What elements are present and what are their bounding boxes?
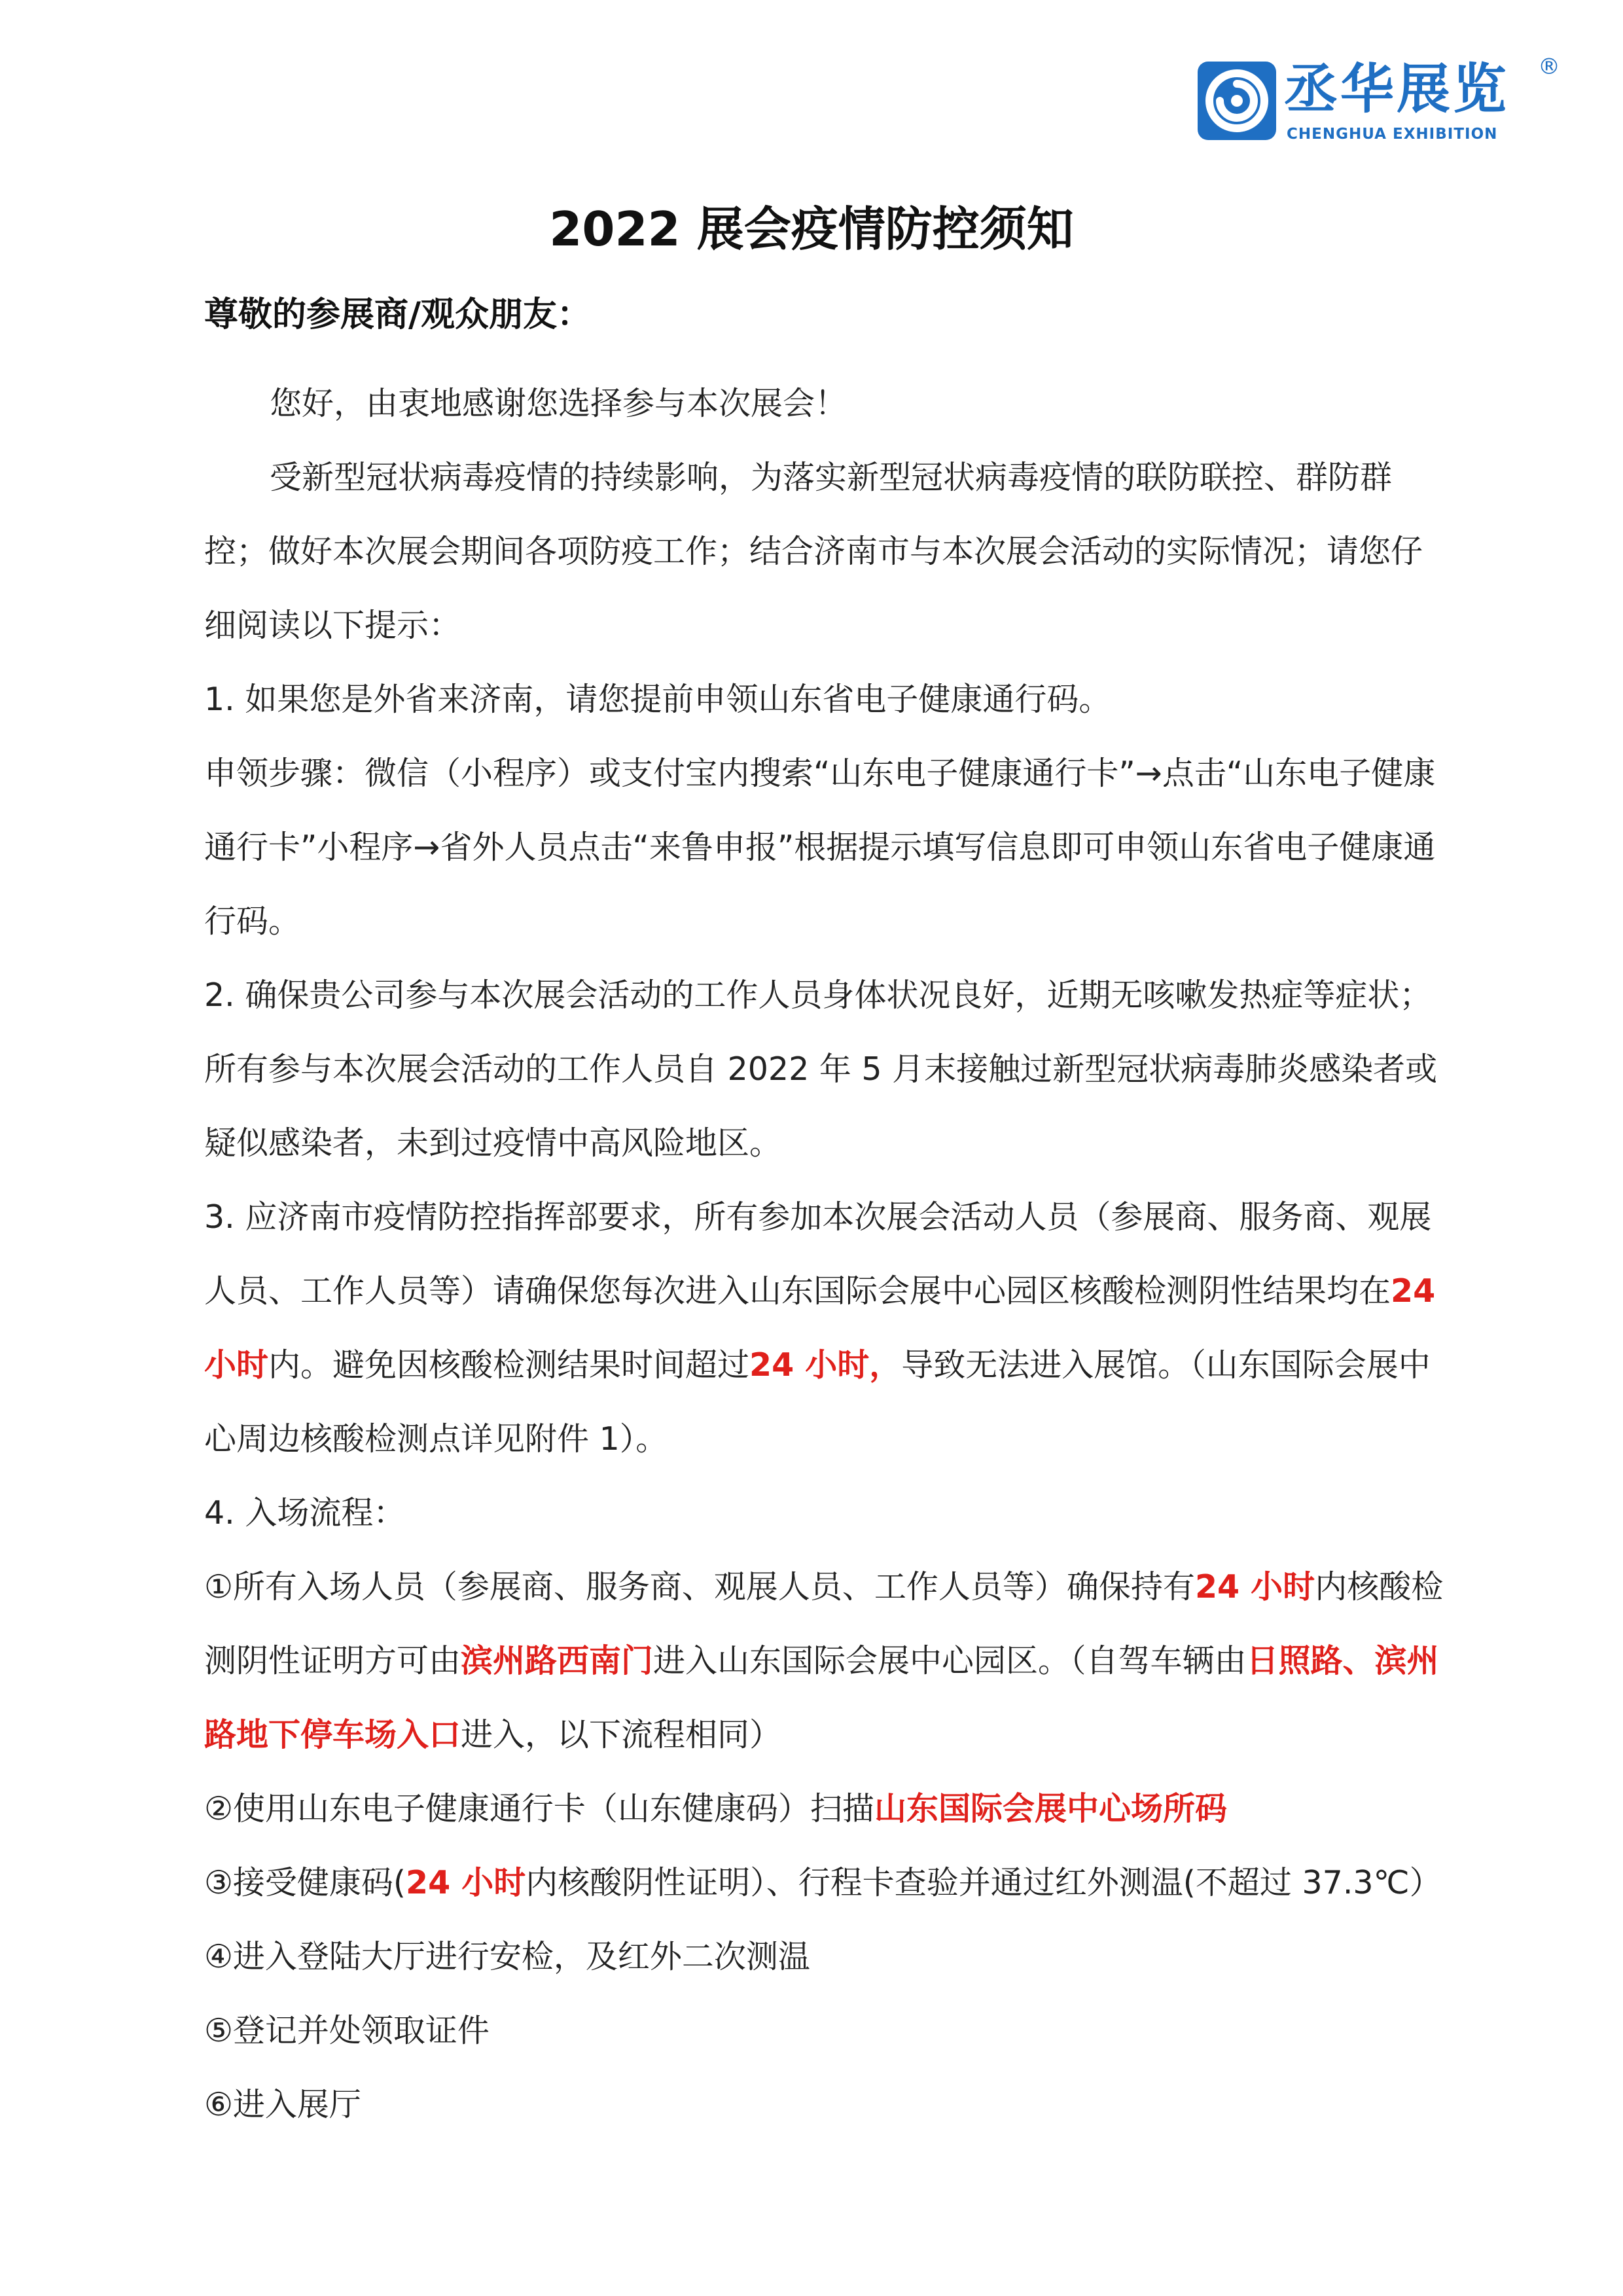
highlight-24h: 24 小时	[1194, 1568, 1315, 1605]
step-text: 内核酸阴性证明）、行程卡查验并通过红外测温(不超过 37.3℃）	[526, 1864, 1442, 1901]
item-1: 1. 如果您是外省来济南，请您提前申领山东省电子健康通行码。	[204, 681, 1111, 718]
item-2: 2. 确保贵公司参与本次展会活动的工作人员身体状况良好，近期无咳嗽发热症等症状；所有参与本次展会活动的工作人员自 2022 年 5 月末接触过新型冠状病毒肺炎感染者或疑似感染者，未到过疫情中高风险地区。	[204, 977, 1438, 1162]
step-text: 进入，以下流程相同）	[461, 1716, 782, 1753]
entry-step-1	[204, 1550, 1454, 1772]
highlight-parking-entrance: 日照路、滨州路地下停车场入口	[204, 1642, 1439, 1753]
intro-paragraph-1: 您好，由衷地感谢您选择参与本次展会！	[270, 385, 847, 422]
registered-mark: ®	[1538, 54, 1560, 80]
entry-step-5: ⑤登记并处领取证件	[204, 2012, 490, 2049]
highlight-24h: 24 小时	[406, 1864, 526, 1901]
highlight-24h: 24 小时，	[749, 1346, 902, 1384]
item-4-heading: 4. 入场流程：	[204, 1494, 406, 1532]
item-3-text: 导致无法进入展馆。（山东国际会展中心周边核酸检测点详见附件 1）。	[204, 1346, 1431, 1458]
item-1-steps: 申领步骤：微信（小程序）或支付宝内搜索“山东电子健康通行卡”→点击“山东电子健康通行卡”小程序→省外人员点击“来鲁申报”根据提示填写信息即可申领山东省电子健康通行码。	[204, 755, 1436, 940]
greeting: 尊敬的参展商/观众朋友：	[204, 295, 591, 334]
step-text: 内核酸检测阴性证明方可由	[204, 1568, 1444, 1679]
intro-paragraph-2: 受新型冠状病毒疫情的持续影响，为落实新型冠状病毒疫情的联防联控、群防群控；做好本次展会期间各项防疫工作；结合济南市与本次展会活动的实际情况；请您仔细阅读以下提示：	[204, 459, 1423, 644]
entry-step-2	[204, 1772, 1454, 1846]
document-title: 2022 展会疫情防控须知	[549, 202, 1074, 257]
entry-step-3	[204, 1846, 1454, 1920]
highlight-gate: 滨州路西南门	[461, 1642, 654, 1679]
item-3-text: 内。避免因核酸检测结果时间超过	[268, 1346, 750, 1384]
step-text: ①所有入场人员（参展商、服务商、观展人员、工作人员等）确保持有	[204, 1568, 1195, 1605]
entry-step-6: ⑥进入展厅	[204, 2086, 361, 2123]
item-3	[204, 1180, 1454, 1476]
company-logo	[1198, 54, 1564, 152]
logo-name-cn: 丞华展览	[1284, 58, 1510, 120]
item-3-text: 3. 应济南市疫情防控指挥部要求，所有参加本次展会活动人员（参展商、服务商、观展人员、工作人员等）请确保您每次进入山东国际会展中心园区核酸检测阴性结果均在	[204, 1198, 1432, 1310]
swirl-logo-icon	[1198, 62, 1276, 140]
highlight-venue-code: 山东国际会展中心场所码	[874, 1790, 1227, 1827]
document-body	[204, 367, 1454, 2142]
entry-step-4: ④进入登陆大厅进行安检，及红外二次测温	[204, 1938, 810, 1975]
logo-name-en: CHENGHUA EXHIBITION	[1287, 126, 1498, 143]
step-text: 进入山东国际会展中心园区。（自驾车辆由	[653, 1642, 1247, 1679]
step-text: ③接受健康码(	[204, 1864, 406, 1901]
highlight-24h: 24 小时	[204, 1272, 1436, 1384]
step-text: ②使用山东电子健康通行卡（山东健康码）扫描	[204, 1790, 874, 1827]
